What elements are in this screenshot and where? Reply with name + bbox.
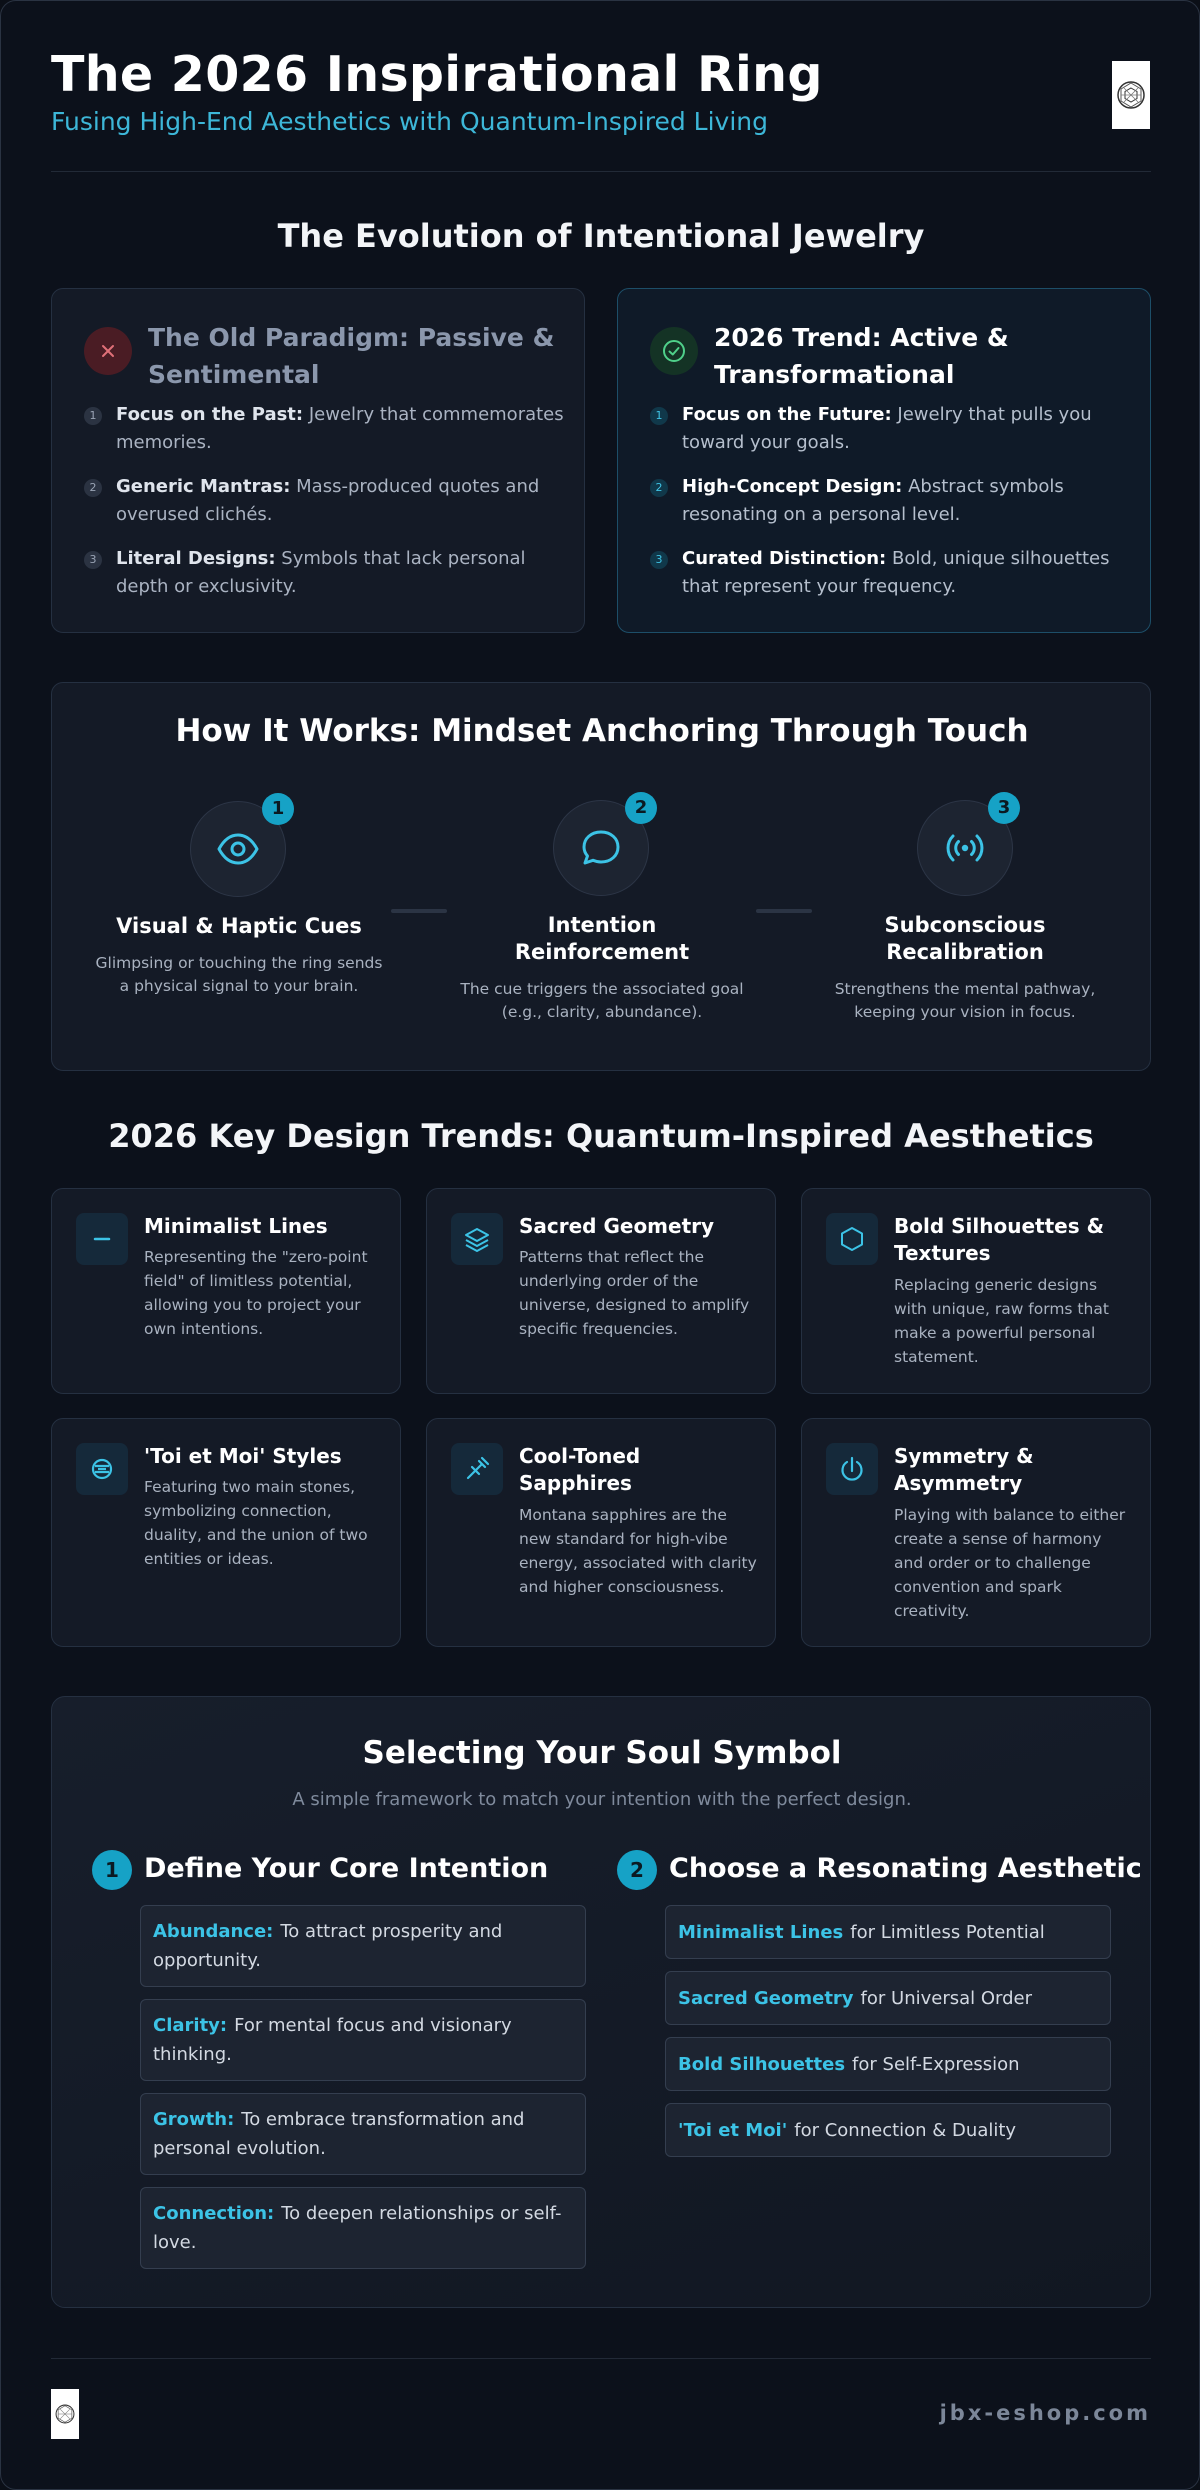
soul-title: Selecting Your Soul Symbol bbox=[362, 1735, 842, 1771]
list-item bbox=[650, 473, 1130, 529]
step-description: The cue triggers the associated goal (e.g., clarity, abundance). bbox=[460, 980, 744, 1021]
option-text: To embrace transformation and personal evolution. bbox=[153, 2109, 525, 2159]
trend-title: Cool-Toned Sapphires bbox=[519, 1444, 641, 1495]
trend-title: Sacred Geometry bbox=[519, 1214, 715, 1238]
trend-description: Representing the "zero-point field" of limitless potential, allowing you to project your own intentions. bbox=[144, 1248, 368, 1338]
option-text: for Connection & Duality bbox=[794, 2119, 1017, 2141]
new-trend-list bbox=[650, 401, 1130, 617]
geometric-ring-logo bbox=[1112, 61, 1150, 129]
item-number: 3 bbox=[84, 551, 102, 569]
define-intention-heading: Define Your Core Intention bbox=[144, 1853, 549, 1884]
trend-title: Minimalist Lines bbox=[144, 1214, 328, 1238]
item-text: Mass-produced quotes and overused clichés. bbox=[116, 476, 540, 525]
layers-icon bbox=[451, 1213, 503, 1265]
trend-title: Bold Silhouettes & Textures bbox=[894, 1214, 1105, 1265]
trend-description: Playing with balance to either create a sense of harmony and order or to challenge convention and spark creativity. bbox=[894, 1506, 1126, 1620]
option-text: For mental focus and visionary thinking. bbox=[153, 2015, 512, 2065]
item-number: 2 bbox=[650, 479, 668, 497]
step-title: Subconscious Recalibration bbox=[884, 913, 1046, 964]
option-text: To deepen relationships or self-love. bbox=[153, 2203, 562, 2253]
item-number: 1 bbox=[650, 407, 668, 425]
aesthetic-option bbox=[665, 2037, 1111, 2091]
item-number: 1 bbox=[84, 407, 102, 425]
step-connector bbox=[756, 909, 812, 913]
trend-card bbox=[801, 1418, 1151, 1647]
option-text: for Universal Order bbox=[860, 1987, 1033, 2009]
intention-option bbox=[140, 1905, 586, 1987]
aesthetic-option bbox=[665, 1971, 1111, 2025]
option-label: Bold Silhouettes bbox=[678, 2053, 846, 2075]
item-label: Curated Distinction: bbox=[682, 548, 887, 569]
item-label: Focus on the Past: bbox=[116, 404, 304, 425]
check-circle-icon bbox=[650, 327, 698, 375]
step-description: Strengthens the mental pathway, keeping your vision in focus. bbox=[834, 980, 1096, 1021]
aesthetic-option bbox=[665, 2103, 1111, 2157]
trend-card bbox=[801, 1188, 1151, 1394]
trend-description: Patterns that reflect the underlying order of the universe, designed to amplify specific frequencies. bbox=[519, 1248, 750, 1338]
footer-site-link[interactable]: jbx-eshop.com bbox=[939, 2401, 1151, 2425]
option-label: 'Toi et Moi' bbox=[678, 2119, 788, 2141]
item-text: Abstract symbols resonating on a personal level. bbox=[682, 476, 1064, 525]
item-text: Symbols that lack personal depth or exclusivity. bbox=[116, 548, 526, 597]
step-title: Visual & Haptic Cues bbox=[116, 914, 362, 938]
soul-symbol-section bbox=[51, 1696, 1151, 2308]
how-title: How It Works: Mindset Anchoring Through Touch bbox=[175, 713, 1029, 749]
option-label: Sacred Geometry bbox=[678, 1987, 854, 2009]
item-label: Generic Mantras: bbox=[116, 476, 291, 497]
trend-description: Replacing generic designs with unique, raw forms that make a powerful personal statement. bbox=[894, 1276, 1109, 1366]
trend-card bbox=[426, 1188, 776, 1394]
page-subtitle: Fusing High-End Aesthetics with Quantum-Inspired Living bbox=[51, 107, 768, 136]
item-number: 2 bbox=[84, 479, 102, 497]
geometric-ring-logo bbox=[51, 2389, 79, 2439]
close-icon bbox=[84, 327, 132, 375]
aesthetic-option bbox=[665, 1905, 1111, 1959]
list-item bbox=[650, 401, 1130, 457]
step-visual-haptic bbox=[94, 913, 384, 998]
item-label: Focus on the Future: bbox=[682, 404, 892, 425]
page-title: The 2026 Inspirational Ring bbox=[51, 46, 823, 103]
trends-title: 2026 Key Design Trends: Quantum-Inspired Aesthetics bbox=[108, 1117, 1094, 1155]
intention-option bbox=[140, 2187, 586, 2269]
how-it-works-section bbox=[51, 682, 1151, 1071]
option-label: Clarity: bbox=[153, 2015, 228, 2036]
list-item bbox=[84, 473, 564, 529]
new-trend-card bbox=[617, 288, 1151, 633]
trend-title: 'Toi et Moi' Styles bbox=[144, 1444, 342, 1468]
intention-option bbox=[140, 1999, 586, 2081]
trend-description: Featuring two main stones, symbolizing connection, duality, and the union of two entities or ideas. bbox=[144, 1478, 368, 1568]
old-paradigm-heading: The Old Paradigm: Passive & Sentimental bbox=[148, 323, 555, 389]
step-number-badge: 1 bbox=[92, 1850, 132, 1890]
option-label: Minimalist Lines bbox=[678, 1921, 844, 1943]
item-label: Literal Designs: bbox=[116, 548, 276, 569]
footer-divider bbox=[51, 2358, 1151, 2359]
option-text: To attract prosperity and opportunity. bbox=[153, 1921, 503, 1971]
old-paradigm-card bbox=[51, 288, 585, 633]
minus-icon bbox=[76, 1213, 128, 1265]
item-text: Bold, unique silhouettes that represent your frequency. bbox=[682, 548, 1110, 597]
step-connector bbox=[391, 909, 447, 913]
step-number-badge: 3 bbox=[988, 792, 1020, 824]
option-label: Growth: bbox=[153, 2109, 235, 2130]
step-description: Glimpsing or touching the ring sends a physical signal to your brain. bbox=[95, 954, 383, 995]
option-label: Abundance: bbox=[153, 1921, 274, 1942]
step-subconscious-recalibration bbox=[820, 912, 1110, 1024]
header-divider bbox=[51, 171, 1151, 172]
intention-option bbox=[140, 2093, 586, 2175]
step-number-badge: 2 bbox=[625, 792, 657, 824]
trend-card bbox=[426, 1418, 776, 1647]
hexagon-icon bbox=[826, 1213, 878, 1265]
item-text: Jewelry that pulls you toward your goals. bbox=[682, 404, 1092, 453]
list-item bbox=[84, 401, 564, 457]
evolution-title: The Evolution of Intentional Jewelry bbox=[277, 217, 925, 255]
item-number: 3 bbox=[650, 551, 668, 569]
trend-card bbox=[51, 1188, 401, 1394]
trend-card bbox=[51, 1418, 401, 1647]
step-intention-reinforcement bbox=[457, 912, 747, 1024]
list-item bbox=[650, 545, 1130, 601]
soul-subtitle: A simple framework to match your intention with the perfect design. bbox=[292, 1789, 912, 1810]
step-number-badge: 2 bbox=[617, 1850, 657, 1890]
gem-wand-icon bbox=[451, 1443, 503, 1495]
new-trend-heading: 2026 Trend: Active & Transformational bbox=[714, 323, 1009, 389]
old-paradigm-list bbox=[84, 401, 564, 617]
symmetry-icon bbox=[826, 1443, 878, 1495]
step-title: Intention Reinforcement bbox=[514, 913, 690, 964]
trend-description: Montana sapphires are the new standard for high-vibe energy, associated with clarity and higher consciousness. bbox=[519, 1506, 757, 1596]
item-text: Jewelry that commemorates memories. bbox=[116, 404, 564, 453]
linked-rings-icon bbox=[76, 1443, 128, 1495]
step-number-badge: 1 bbox=[262, 793, 294, 825]
option-label: Connection: bbox=[153, 2203, 275, 2224]
trend-title: Symmetry & Asymmetry bbox=[894, 1444, 1034, 1495]
item-label: High-Concept Design: bbox=[682, 476, 903, 497]
option-text: for Self-Expression bbox=[852, 2053, 1020, 2075]
option-text: for Limitless Potential bbox=[850, 1921, 1045, 1943]
list-item bbox=[84, 545, 564, 601]
choose-aesthetic-heading: Choose a Resonating Aesthetic bbox=[669, 1853, 1142, 1884]
